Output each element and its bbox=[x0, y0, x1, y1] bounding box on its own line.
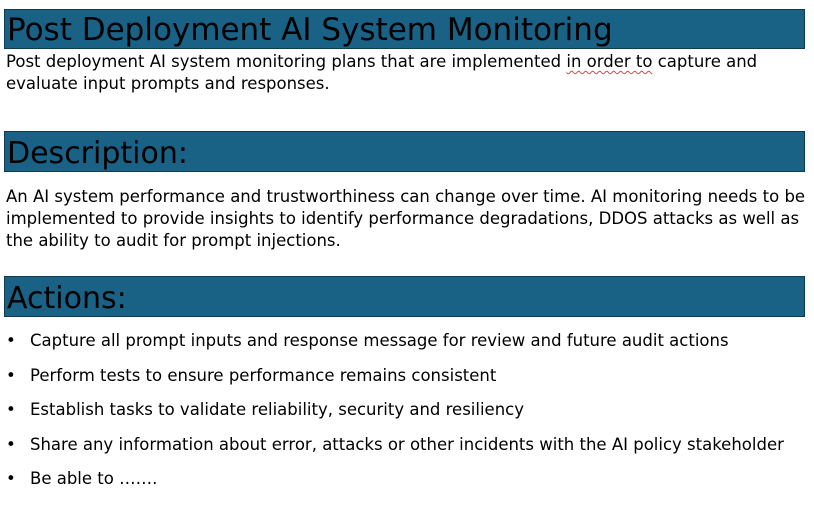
actions-heading-banner bbox=[4, 276, 805, 317]
action-item bbox=[0, 434, 790, 456]
intro-text-end: capture and evaluate input prompts and responses. bbox=[6, 52, 758, 93]
bullet-icon: • bbox=[6, 331, 16, 350]
action-item bbox=[0, 330, 790, 352]
action-item bbox=[0, 365, 790, 387]
action-item-text: Be able to ……. bbox=[30, 469, 158, 488]
spellcheck-flagged-phrase[interactable]: in order to bbox=[566, 52, 653, 71]
bullet-icon: • bbox=[6, 469, 16, 488]
description-heading-banner bbox=[4, 131, 805, 172]
description-heading: Description: bbox=[7, 136, 188, 171]
actions-heading: Actions: bbox=[7, 281, 127, 316]
description-paragraph: An AI system performance and trustworthiness can change over time. AI monitoring needs to be implemented to provide insights to identify performance degradations, DDOS attacks as well as the ability to audit for prompt injections. bbox=[6, 187, 806, 250]
intro-text-start: Post deployment AI system monitoring plans that are implemented bbox=[6, 52, 567, 71]
bullet-icon: • bbox=[6, 400, 16, 419]
page-title: Post Deployment AI System Monitoring bbox=[7, 12, 613, 48]
actions-list bbox=[0, 330, 790, 503]
bullet-icon: • bbox=[6, 365, 16, 385]
page-title-banner bbox=[4, 9, 805, 49]
action-item-text: Capture all prompt inputs and response message for review and future audit actions bbox=[30, 331, 729, 350]
action-item bbox=[0, 468, 790, 490]
action-item-text: Share any information about error, attacks or other incidents with the AI policy stakeholder bbox=[30, 434, 784, 454]
intro-paragraph bbox=[6, 51, 806, 95]
action-item-text: Establish tasks to validate reliability, security and resiliency bbox=[30, 400, 525, 419]
bullet-icon: • bbox=[6, 434, 16, 454]
action-item bbox=[0, 399, 790, 421]
action-item-text: Perform tests to ensure performance remains consistent bbox=[30, 365, 497, 385]
